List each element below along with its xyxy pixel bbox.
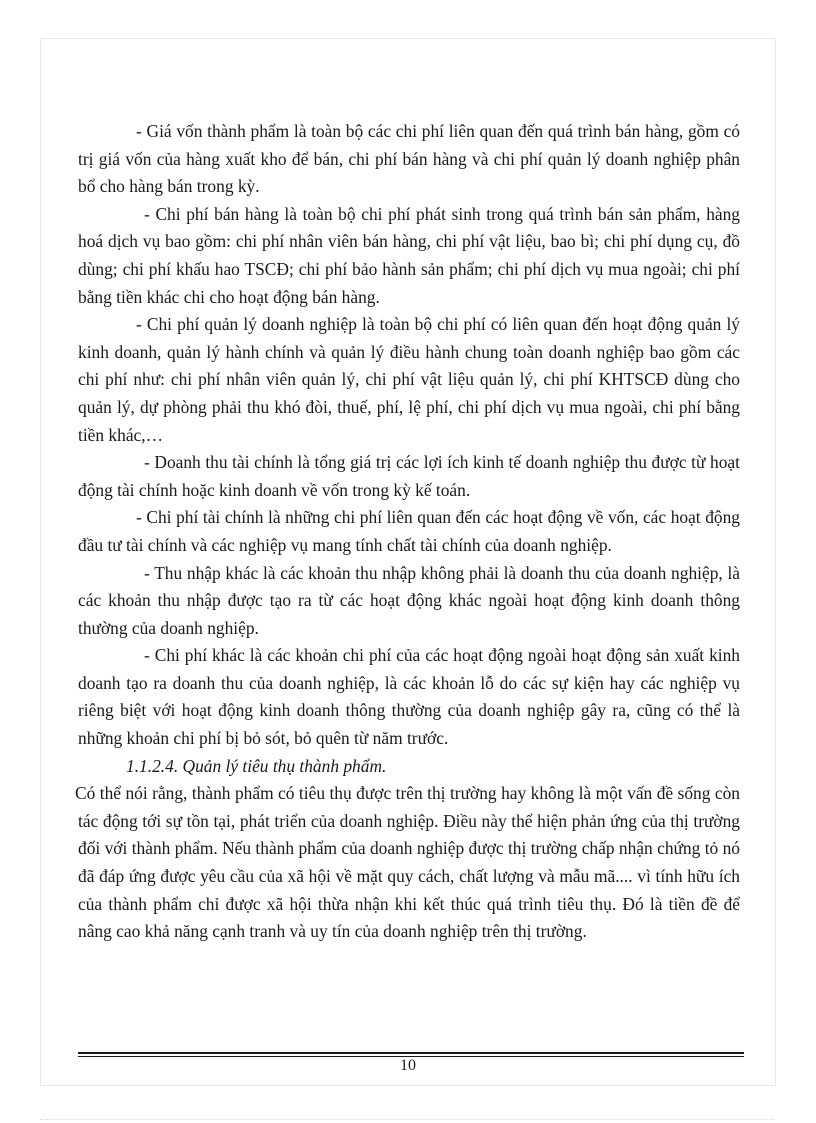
paragraph-admin-expenses: - Chi phí quản lý doanh nghiệp là toàn bộ chi phí có liên quan đến hoạt động quản lý kinh doanh, quản lý hành chính và quản lý điều hành chung toàn doanh nghiệp bao gồm các chi phí như: chi phí nhân viên quản lý, chi phí vật liệu quản lý, chi phí KHTSCĐ dùng cho quản lý, dự phòng phải thu khó đòi, thuế, phí, lệ phí, chi phí dịch vụ mua ngoài, chi phí bằng tiền khác,… — [78, 314, 740, 445]
document-body — [75, 118, 740, 946]
page-number: 10 — [400, 1057, 416, 1074]
paragraph-financial-expenses: - Chi phí tài chính là những chi phí liên quan đến các hoạt động về vốn, các hoạt động đầu tư tài chính và các nghiệp vụ mang tính chất tài chính của doanh nghiệp. — [78, 507, 740, 555]
paragraph-other-expenses: - Chi phí khác là các khoản chi phí của các hoạt động ngoài hoạt động sản xuất kinh doanh tạo ra doanh thu của doanh nghiệp, là các khoản lỗ do các sự kiện hay các nghiệp vụ riêng biệt với hoạt động kinh doanh thông thường của doanh nghiệp gây ra, cũng có thể là những khoản chi phí bị bỏ sót, bỏ quên từ năm trước. — [78, 645, 740, 749]
paragraph-financial-revenue: - Doanh thu tài chính là tổng giá trị các lợi ích kinh tế doanh nghiệp thu được từ hoạt động tài chính hoặc kinh doanh về vốn trong kỳ kế toán. — [78, 452, 740, 500]
paragraph-other-income: - Thu nhập khác là các khoản thu nhập không phải là doanh thu của doanh nghiệp, là các khoản thu nhập được tạo ra từ các hoạt động khác ngoài hoạt động kinh doanh thông thường của doanh nghiệp. — [78, 562, 740, 638]
footer-rule-thick — [78, 1052, 744, 1054]
footer-dotted-line — [40, 1119, 774, 1120]
paragraph-sales-management: Có thể nói rằng, thành phẩm có tiêu thụ được trên thị trường hay không là một vấn đề sống còn tác động tới sự tồn tại, phát triển của doanh nghiệp. Điều này thể hiện phản ứng của thị trường đối với thành phẩm. Nếu thành phẩm của doanh nghiệp được thị trường chấp nhận chứng tỏ nó đã đáp ứng được yêu cầu của xã hội về mặt quy cách, chất lượng và mẫu mã.... vì tính hữu ích của thành phẩm chỉ được xã hội thừa nhận khi kết thúc quá trình tiêu thụ. Đó là tiền đề để nâng cao khả năng cạnh tranh và uy tín của doanh nghiệp trên thị trường. — [75, 783, 740, 942]
section-heading: 1.1.2.4. Quản lý tiêu thụ thành phẩm. — [126, 755, 387, 776]
paragraph-cost-of-goods: - Giá vốn thành phẩm là toàn bộ các chi phí liên quan đến quá trình bán hàng, gồm có trị giá vốn của hàng xuất kho để bán, chi phí bán hàng và chi phí quản lý doanh nghiệp phân bổ cho hàng bán trong kỳ. — [78, 121, 740, 197]
paragraph-selling-expenses: - Chi phí bán hàng là toàn bộ chi phí phát sinh trong quá trình bán sản phẩm, hàng hoá dịch vụ bao gồm: chi phí nhân viên bán hàng, chi phí vật liệu, bao bì; chi phí dụng cụ, đồ dùng; chi phí khấu hao TSCĐ; chi phí bảo hành sản phẩm; chi phí dịch vụ mua ngoài; chi phí bằng tiền khác chi cho hoạt động bán hàng. — [78, 203, 740, 307]
